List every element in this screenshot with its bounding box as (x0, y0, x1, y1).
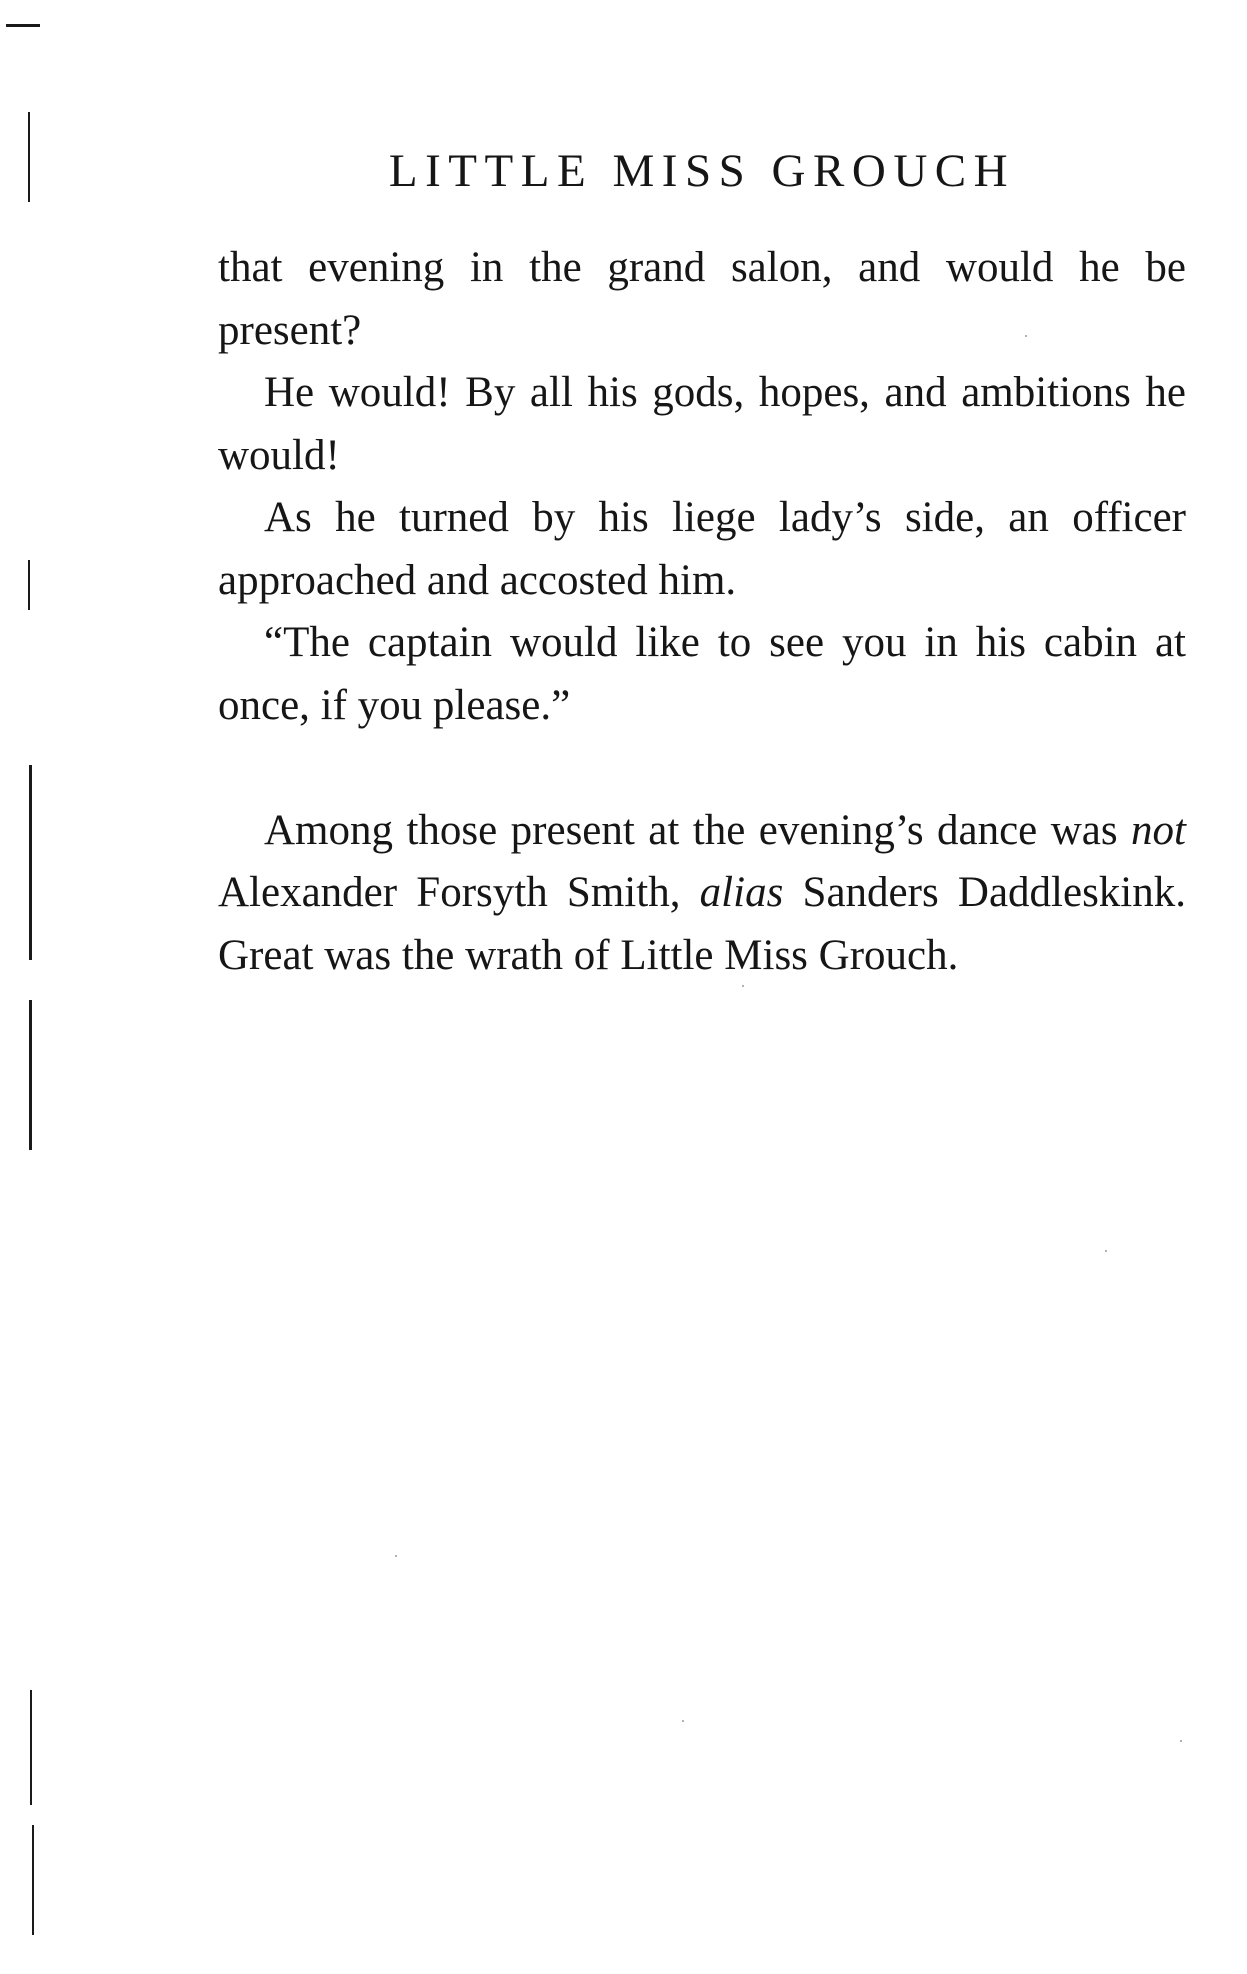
paragraph-5-text: Sanders Daddleskink. Great was the wrath of Little Miss Grouch. (218, 869, 1186, 979)
paragraph-5-italic-not: not (1131, 806, 1186, 854)
paragraph-5-text: Among those present at the evening’s dance was (264, 806, 1132, 854)
body-text (218, 237, 1186, 987)
scan-edge-mark (29, 765, 32, 960)
scan-speck (395, 1555, 397, 1557)
scan-edge-mark (32, 1825, 34, 1935)
paragraph-2: He would! By all his gods, hopes, and ambitions he would! (218, 369, 1186, 479)
scan-speck (682, 1720, 684, 1722)
paragraph-5-italic-alias: alias (699, 869, 784, 916)
scan-edge-mark (30, 1690, 32, 1805)
paragraph-1: that evening in the grand salon, and would he be present? (218, 244, 1186, 354)
paragraph-3: As he turned by his liege lady’s side, an officer approached and accosted him. (218, 494, 1186, 604)
scan-edge-mark (6, 24, 40, 27)
running-head: LITTLE MISS GROUCH (388, 145, 1016, 197)
scan-edge-mark (28, 560, 30, 610)
scan-edge-mark (28, 112, 30, 202)
scan-speck (1105, 1250, 1107, 1252)
paragraph-5 (218, 800, 1186, 988)
scan-speck (1180, 1740, 1182, 1742)
paragraph-4: “The captain would like to see you in his cabin at once, if you please.” (218, 619, 1186, 729)
paragraph-5-text: Alexander Forsyth Smith, (218, 869, 700, 916)
scan-edge-mark (29, 1000, 32, 1150)
